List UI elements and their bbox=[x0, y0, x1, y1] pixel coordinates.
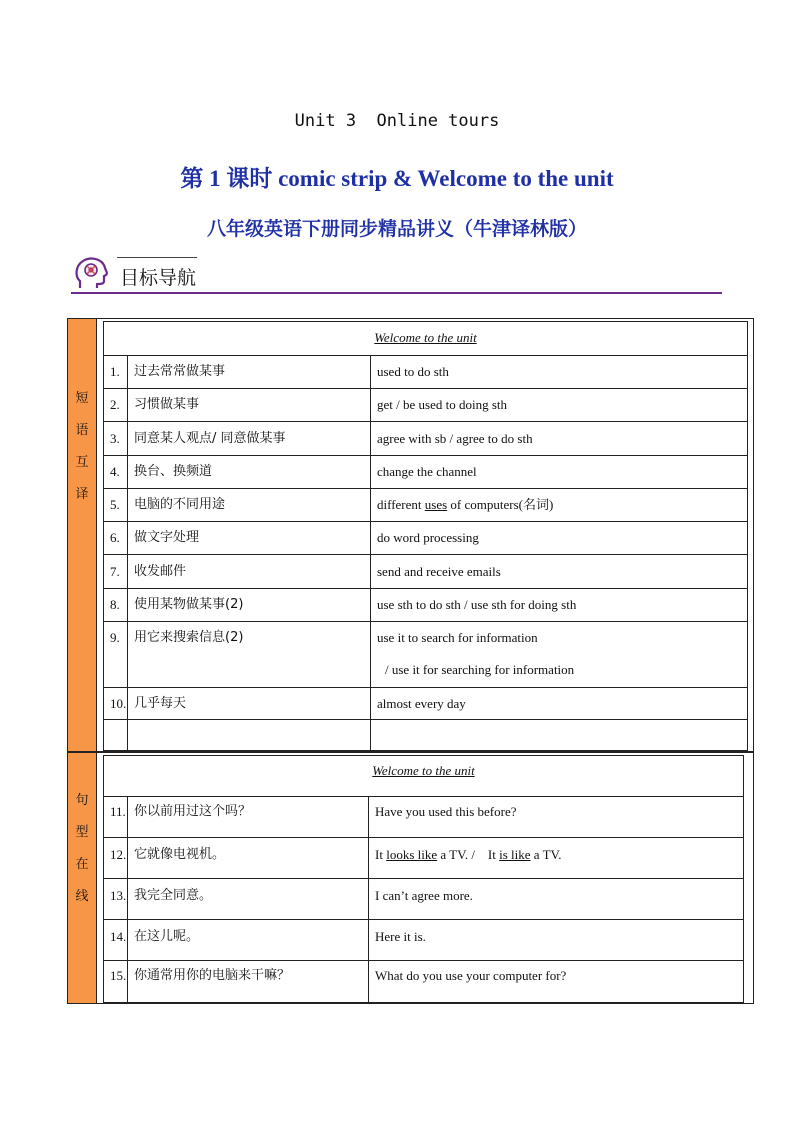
text-part: It bbox=[375, 847, 387, 862]
table-row bbox=[104, 688, 747, 720]
row-number: 3. bbox=[104, 422, 128, 455]
table-row bbox=[104, 879, 743, 920]
text-part: different bbox=[377, 497, 425, 512]
row-english bbox=[371, 720, 747, 750]
nav-label: 目标导航 bbox=[120, 267, 197, 289]
table-row bbox=[104, 389, 747, 422]
row-number: 11. bbox=[104, 797, 128, 837]
row-chinese: 使用某物做某事(2) bbox=[128, 589, 371, 621]
row-chinese: 你通常用你的电脑来干嘛？ bbox=[128, 961, 369, 1002]
phrase-table bbox=[103, 321, 748, 751]
row-chinese: 用它来搜索信息(2) bbox=[128, 622, 371, 687]
underlined-phrase: looks like bbox=[386, 847, 438, 862]
table-row bbox=[104, 456, 747, 489]
row-english: get / be used to doing sth bbox=[377, 397, 507, 412]
row-number: 15. bbox=[104, 961, 128, 1002]
row-english bbox=[369, 838, 743, 878]
side-char: 线 bbox=[75, 889, 89, 904]
lesson-title: 第 1 课时 comic strip & Welcome to the unit bbox=[180, 166, 614, 191]
row-english: I can’t agree more. bbox=[375, 888, 473, 903]
side-char: 型 bbox=[75, 825, 89, 840]
table-row bbox=[104, 356, 747, 389]
row-number: 1. bbox=[104, 356, 128, 388]
underlined-phrase: is like bbox=[499, 847, 531, 862]
row-number: 13. bbox=[104, 879, 128, 919]
table-header: Welcome to the unit bbox=[104, 756, 743, 797]
row-chinese: 同意某人观点/ 同意做某事 bbox=[128, 422, 371, 455]
row-english: agree with sb / agree to do sth bbox=[377, 431, 533, 446]
table-row bbox=[104, 797, 743, 838]
row-chinese: 过去常常做某事 bbox=[128, 356, 371, 388]
row-chinese: 我完全同意。 bbox=[128, 879, 369, 919]
row-number: 2. bbox=[104, 389, 128, 421]
row-english: change the channel bbox=[377, 464, 477, 479]
side-char: 语 bbox=[75, 423, 89, 438]
table-row bbox=[104, 838, 743, 879]
head-gear-icon bbox=[72, 254, 112, 294]
subtitle: 八年级英语下册同步精品讲义（牛津译林版） bbox=[206, 218, 587, 240]
row-number: 7. bbox=[104, 555, 128, 588]
row-chinese bbox=[128, 720, 371, 750]
row-chinese: 在这儿呢。 bbox=[128, 920, 369, 960]
text-part: a TV. bbox=[530, 847, 562, 862]
table-row bbox=[104, 589, 747, 622]
row-number: 10. bbox=[104, 688, 128, 719]
table-row bbox=[104, 920, 743, 961]
underlined-word: uses bbox=[424, 497, 448, 512]
row-english: send and receive emails bbox=[377, 564, 501, 579]
sentence-side-label bbox=[68, 753, 97, 1003]
phrase-side-label bbox=[68, 319, 97, 751]
row-chinese: 电脑的不同用途 bbox=[128, 489, 371, 521]
side-char: 在 bbox=[75, 857, 89, 872]
row-chinese: 它就像电视机。 bbox=[128, 838, 369, 878]
row-english: Have you used this before? bbox=[375, 804, 517, 819]
side-char: 译 bbox=[75, 487, 89, 502]
row-number: 6. bbox=[104, 522, 128, 554]
row-chinese: 收发邮件 bbox=[128, 555, 371, 588]
row-english: Here it is. bbox=[375, 929, 426, 944]
row-english bbox=[371, 622, 747, 687]
table-row bbox=[104, 961, 743, 1002]
row-number: 4. bbox=[104, 456, 128, 488]
table-row bbox=[104, 489, 747, 522]
table-row bbox=[104, 622, 747, 688]
empty-row bbox=[104, 720, 747, 750]
row-chinese: 你以前用过这个吗？ bbox=[128, 797, 369, 837]
row-english: almost every day bbox=[377, 696, 466, 711]
row-chinese: 习惯做某事 bbox=[128, 389, 371, 421]
row-number bbox=[104, 720, 128, 750]
table-row bbox=[104, 555, 747, 589]
english-line-1: use it to search for information bbox=[377, 630, 538, 645]
sentence-table bbox=[103, 755, 744, 1003]
table-row bbox=[104, 422, 747, 456]
phrase-section bbox=[67, 318, 754, 752]
nav-top-line bbox=[117, 257, 197, 258]
side-char: 短 bbox=[75, 391, 89, 406]
table-row bbox=[104, 522, 747, 555]
row-english: use sth to do sth / use sth for doing sth bbox=[377, 597, 577, 612]
side-char: 句 bbox=[75, 793, 89, 808]
unit-title: Unit 3 Online tours bbox=[294, 111, 500, 131]
english-line-2: / use it for searching for information bbox=[385, 662, 575, 677]
row-english: used to do sth bbox=[377, 364, 449, 379]
row-english: do word processing bbox=[377, 530, 479, 545]
text-part: of computers(名词) bbox=[447, 497, 554, 512]
row-english bbox=[371, 489, 747, 521]
row-number: 5. bbox=[104, 489, 128, 521]
row-number: 9. bbox=[104, 622, 128, 687]
row-number: 12. bbox=[104, 838, 128, 878]
text-part: a TV. / It bbox=[437, 847, 500, 862]
table-header: Welcome to the unit bbox=[104, 322, 747, 356]
sentence-section bbox=[67, 752, 754, 1004]
row-number: 14. bbox=[104, 920, 128, 960]
nav-divider bbox=[71, 292, 722, 294]
row-number: 8. bbox=[104, 589, 128, 621]
row-chinese: 换台、换频道 bbox=[128, 456, 371, 488]
row-chinese: 做文字处理 bbox=[128, 522, 371, 554]
side-char: 互 bbox=[75, 455, 89, 470]
row-english: What do you use your computer for? bbox=[375, 968, 567, 983]
row-chinese: 几乎每天 bbox=[128, 688, 371, 719]
